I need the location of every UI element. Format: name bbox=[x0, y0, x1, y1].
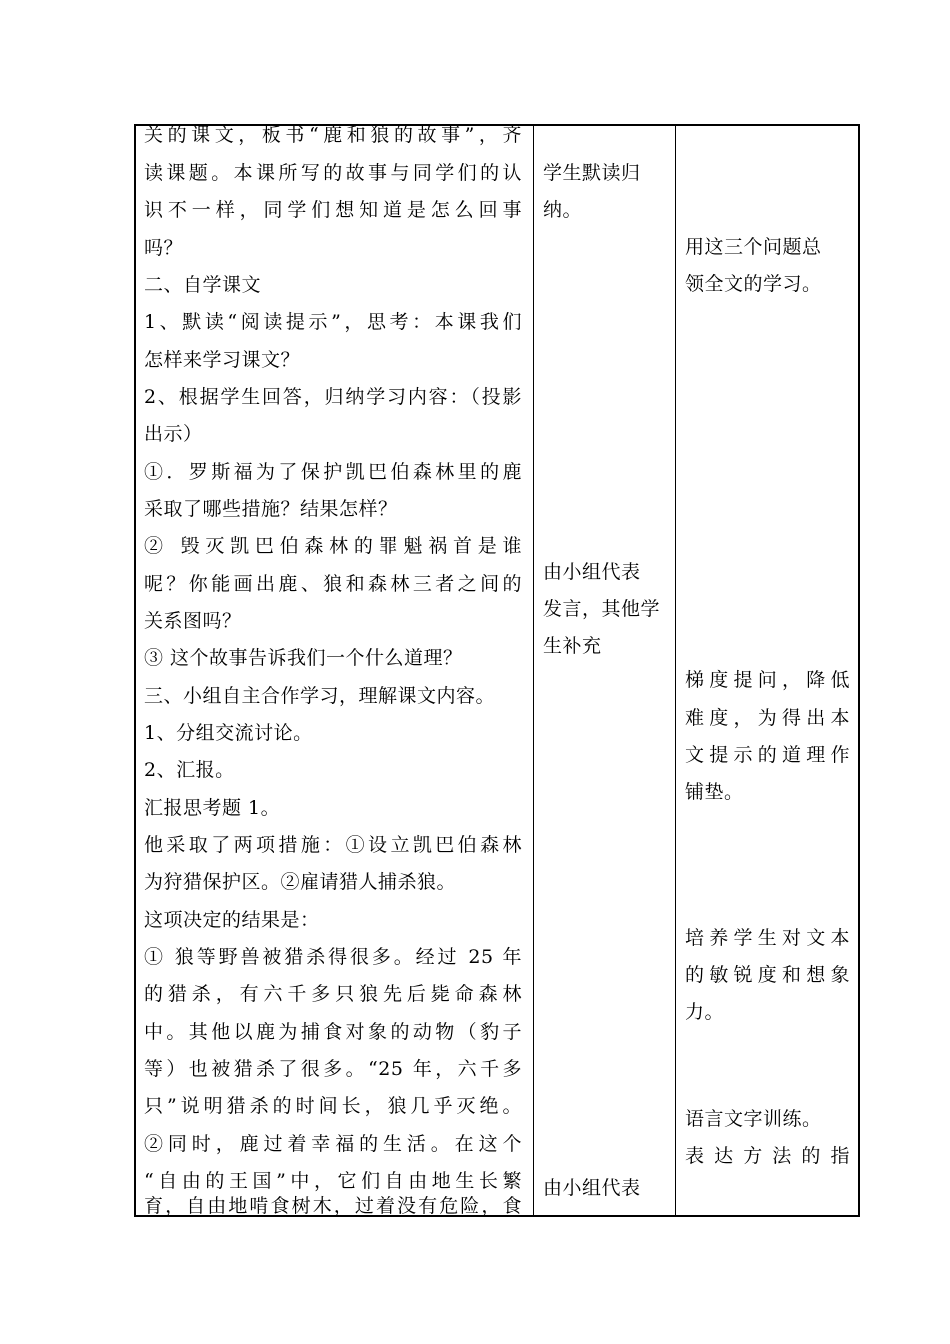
col1-line: 三、小组自主合作学习，理解课文内容。 bbox=[144, 685, 496, 707]
col1-line: 的猎杀，有六千多只狼先后毙命森林 bbox=[144, 983, 522, 1005]
col1-line: 呢？你能画出鹿、狼和森林三者之间的 bbox=[144, 573, 522, 595]
column-divider-1 bbox=[533, 126, 534, 1215]
col2-line: 纳。 bbox=[543, 199, 583, 221]
col3-line: 难度，为得出本 bbox=[685, 707, 850, 729]
col1-line: 育，自由地啃食树木，过着没有危险，食 bbox=[144, 1195, 522, 1217]
col1-line: ①．罗斯福为了保护凯巴伯森林里的鹿 bbox=[144, 461, 522, 483]
col1-line: ③ 这个故事告诉我们一个什么道理？ bbox=[144, 647, 463, 669]
col1-line: 他采取了两项措施：①设立凯巴伯森林 bbox=[144, 834, 522, 856]
col1-line: 读课题。本课所写的故事与同学们的认 bbox=[144, 162, 522, 184]
col1-line: ② 毁灭凯巴伯森林的罪魁祸首是谁 bbox=[144, 535, 522, 557]
column-divider-2 bbox=[675, 126, 676, 1215]
col3-line: 力。 bbox=[685, 1001, 725, 1023]
col3-line: 领全文的学习。 bbox=[685, 273, 822, 295]
col3-line: 的敏锐度和想象 bbox=[685, 964, 850, 986]
col1-line: 2、汇报。 bbox=[144, 759, 235, 781]
col2-line: 学生默读归 bbox=[543, 162, 641, 184]
col3-line: 铺垫。 bbox=[685, 781, 744, 803]
col1-line: “自由的王国”中，它们自由地生长繁 bbox=[144, 1170, 522, 1192]
col1-line: 等）也被猎杀了很多。“25 年，六千多 bbox=[144, 1058, 522, 1080]
col2-line: 发言，其他学 bbox=[543, 598, 661, 620]
col1-line: 怎样来学习课文？ bbox=[144, 349, 301, 371]
col1-line: 出示） bbox=[144, 423, 203, 445]
col1-line: 为狩猎保护区。②雇请猎人捕杀狼。 bbox=[144, 871, 457, 893]
col3-line: 语言文字训练。 bbox=[685, 1108, 822, 1130]
col1-line: 1、分组交流讨论。 bbox=[144, 722, 313, 744]
col1-line: 识不一样，同学们想知道是怎么回事 bbox=[144, 199, 522, 221]
col2-line: 由小组代表 bbox=[543, 1177, 641, 1199]
col1-line: 二、自学课文 bbox=[144, 274, 262, 296]
col1-line: 采取了哪些措施？结果怎样？ bbox=[144, 498, 398, 520]
col2-line: 生补充 bbox=[543, 635, 602, 657]
col1-line: 吗？ bbox=[144, 237, 184, 259]
col1-line: 关的课文，板书“鹿和狼的故事”，齐 bbox=[144, 124, 522, 146]
col1-line: ① 狼等野兽被猎杀得很多。经过 25 年 bbox=[144, 946, 522, 968]
col3-line: 文提示的道理作 bbox=[685, 744, 850, 766]
col1-line: 只”说明猎杀的时间长，狼几乎灭绝。 bbox=[144, 1095, 522, 1117]
col3-line: 用这三个问题总 bbox=[685, 236, 822, 258]
col3-line: 表达方法的指 bbox=[685, 1145, 850, 1167]
col1-line: 2、根据学生回答，归纳学习内容：（投影 bbox=[144, 386, 522, 408]
col1-line: ②同时，鹿过着幸福的生活。在这个 bbox=[144, 1133, 522, 1155]
col3-line: 培养学生对文本 bbox=[685, 927, 850, 949]
col3-line: 梯度提问，降低 bbox=[685, 669, 850, 691]
col1-line: 关系图吗？ bbox=[144, 610, 242, 632]
col1-line: 1、默读“阅读提示”，思考：本课我们 bbox=[144, 311, 522, 333]
col1-line: 中。其他以鹿为捕食对象的动物（豹子 bbox=[144, 1021, 522, 1043]
col2-line: 由小组代表 bbox=[543, 561, 641, 583]
col1-line: 这项决定的结果是： bbox=[144, 909, 320, 931]
col1-line: 汇报思考题 1。 bbox=[144, 797, 281, 819]
